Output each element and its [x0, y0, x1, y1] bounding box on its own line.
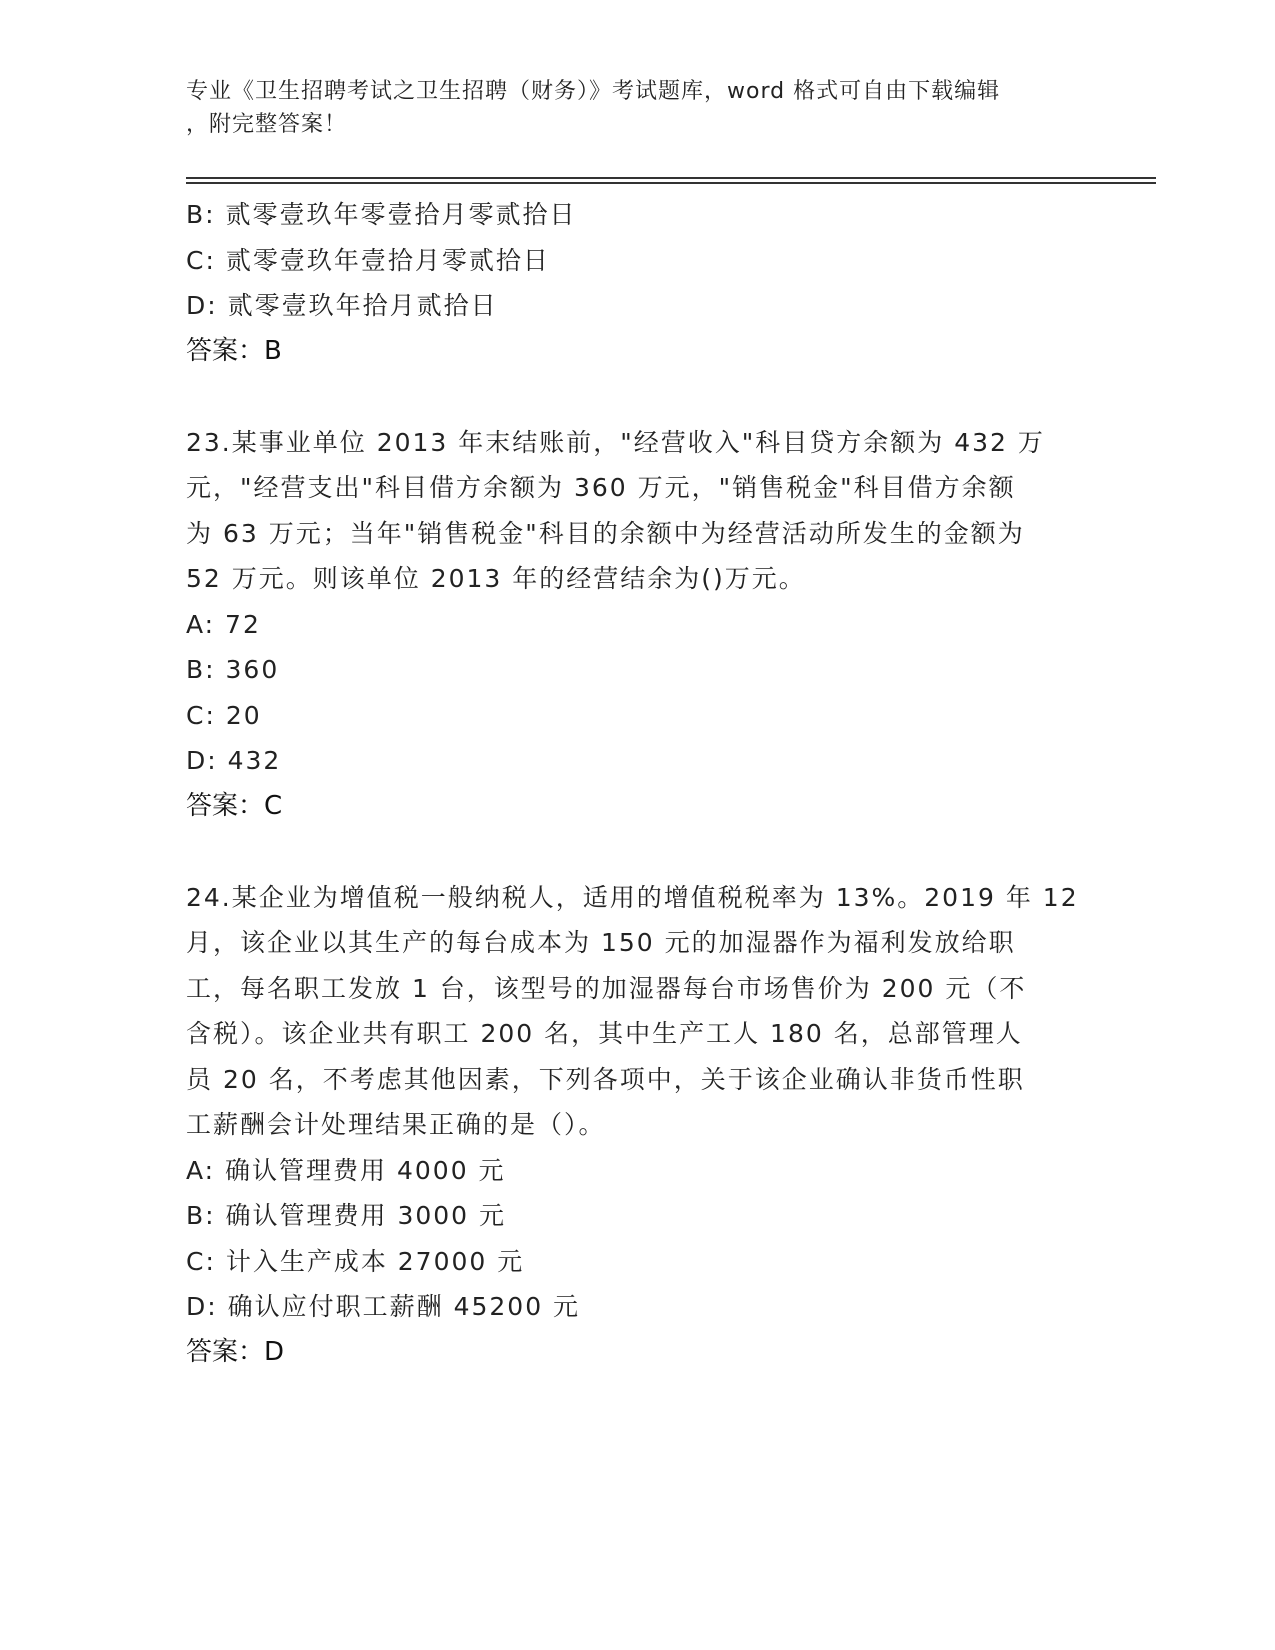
option-b: B: 确认管理费用 3000 元	[186, 1201, 507, 1230]
header-line-2: ，附完整答案！	[186, 112, 348, 137]
answer-label: 答案：D	[186, 1336, 285, 1367]
answer-label: 答案：C	[186, 790, 283, 821]
option-c: C: 贰零壹玖年壹拾月零贰拾日	[186, 245, 550, 275]
question-text-line: 23.某事业单位 2013 年末结账前，"经营收入"科目贷方余额为 432 万	[186, 427, 1045, 457]
option-d: D: 432	[186, 746, 282, 775]
option-d: D: 贰零壹玖年拾月贰拾日	[186, 291, 498, 320]
option-b: B: 贰零壹玖年零壹拾月零贰拾日	[186, 200, 577, 229]
question-text-line: 员 20 名，不考虑其他因素，下列各项中，关于该企业确认非货币性职	[186, 1064, 1025, 1094]
question-text-line: 52 万元。则该单位 2013 年的经营结余为()万元。	[186, 564, 806, 593]
question-23	[186, 420, 1086, 830]
option-a: A: 72	[186, 609, 261, 639]
spacer	[186, 374, 1086, 420]
header-line-1: 专业《卫生招聘考试之卫生招聘（财务）》考试题库，word 格式可自由下载编辑	[186, 79, 1001, 104]
option-d: D: 确认应付职工薪酬 45200 元	[186, 1292, 581, 1321]
spacer	[186, 829, 1086, 875]
answer-label: 答案：B	[186, 335, 282, 366]
question-text-line: 元，"经营支出"科目借方余额为 360 万元，"销售税金"科目借方余额	[186, 473, 1016, 502]
question-text-line: 工薪酬会计处理结果正确的是（）。	[186, 1110, 606, 1139]
question-text-line: 月，该企业以其生产的每台成本为 150 元的加湿器作为福利发放给职	[186, 928, 1016, 957]
question-24	[186, 875, 1086, 1376]
document-body	[186, 192, 1086, 1375]
document-header	[186, 75, 1066, 141]
question-text-line: 24.某企业为增值税一般纳税人，适用的增值税税率为 13%。2019 年 12	[186, 882, 1079, 912]
option-b: B: 360	[186, 655, 280, 684]
question-text-line: 工，每名职工发放 1 台，该型号的加湿器每台市场售价为 200 元（不	[186, 973, 1027, 1003]
question-22-tail	[186, 192, 1086, 374]
option-c: C: 计入生产成本 27000 元	[186, 1246, 525, 1276]
header-divider-bottom	[186, 182, 1156, 184]
header-divider-top	[186, 177, 1156, 179]
option-a: A: 确认管理费用 4000 元	[186, 1155, 506, 1185]
question-text-line: 含税）。该企业共有职工 200 名，其中生产工人 180 名，总部管理人	[186, 1019, 1023, 1048]
question-text-line: 为 63 万元；当年"销售税金"科目的余额中为经营活动所发生的金额为	[186, 518, 1025, 548]
option-c: C: 20	[186, 700, 262, 730]
